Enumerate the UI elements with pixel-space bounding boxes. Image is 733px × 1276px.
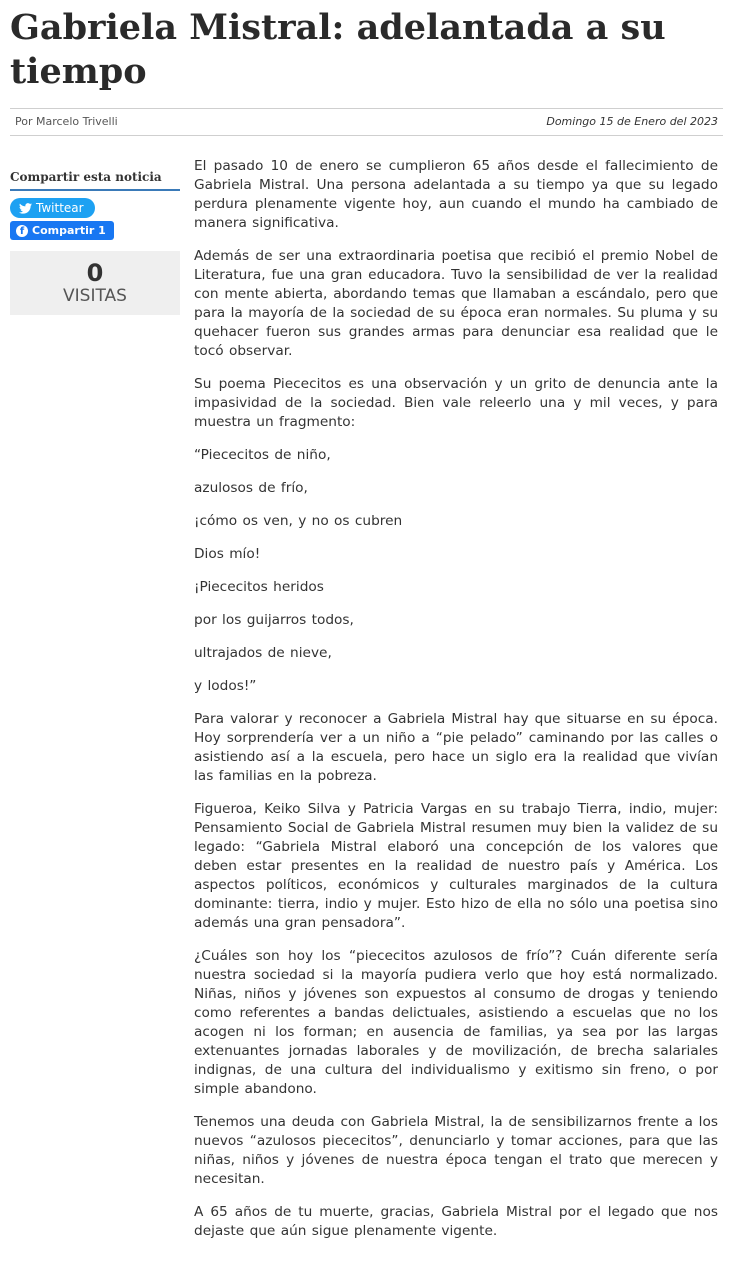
article-paragraph: Su poema Piececitos es una observación y un grito de denuncia ante la impasividad de la sociedad. Bien vale releerlo una y mil veces, y para muestra un fragmento:	[194, 376, 718, 430]
poem-line: azulosos de frío,	[194, 480, 308, 496]
poem-line: Dios mío!	[194, 546, 261, 562]
visits-label: VISITAS	[63, 286, 127, 306]
article-meta-bar	[10, 108, 723, 136]
poem-line: por los guijarros todos,	[194, 612, 354, 628]
poem-line: “Piececitos de niño,	[194, 447, 331, 463]
share-title: Compartir esta noticia	[10, 170, 180, 191]
facebook-share-button[interactable]	[10, 221, 114, 240]
article-author: Por Marcelo Trivelli	[15, 115, 118, 128]
article-paragraph: Figueroa, Keiko Silva y Patricia Vargas en su trabajo Tierra, indio, mujer: Pensamiento Social de Gabriela Mistral resumen muy bien la validez de su legado: “Gabriela Mistral elaboró una concepción de los valores que deben estar presentes en la realidad de nuestro país y América. Los aspectos políticos, económicos y culturales marginados de la cultura dominante: tierra, indio y mujer. Esto hizo de ella no sólo una poetisa sino además una gran pensadora”.	[194, 801, 718, 931]
article-paragraph: Tenemos una deuda con Gabriela Mistral, la de sensibilizarnos frente a los nuevos “azulosos piececitos”, denunciarlo y tomar acciones, para que las niñas, niños y jóvenes de nuestra época tengan el trato que merecen y necesitan.	[194, 1114, 718, 1187]
article-date: Domingo 15 de Enero del 2023	[546, 115, 718, 128]
poem-line: y lodos!”	[194, 678, 257, 694]
poem-line: ¡Piececitos heridos	[194, 579, 324, 595]
article-paragraph: El pasado 10 de enero se cumplieron 65 años desde el fallecimiento de Gabriela Mistral. Una persona adelantada a su tiempo ya que su legado perdura plenamente vigente hoy, aun cuando el mundo ha cambiado de manera significativa.	[194, 158, 718, 231]
article-body	[194, 157, 718, 1255]
article-paragraph: Además de ser una extraordinaria poetisa que recibió el premio Nobel de Literatura, fue una gran educadora. Tuvo la sensibilidad de ver la realidad con mente abierta, abordando temas que llamaban a escándalo, pero que para la mayoría de la sociedad de su época eran normales. Su pluma y su quehacer fueron sus grandes armas para denunciar esa realidad que le tocó observar.	[194, 248, 718, 359]
visits-counter	[10, 251, 180, 315]
twitter-share-label: Twittear	[36, 201, 84, 215]
twitter-share-button[interactable]	[10, 198, 95, 218]
twitter-bird-icon	[19, 203, 32, 214]
article-title: Gabriela Mistral: adelantada a su tiempo	[10, 7, 666, 92]
article-paragraph: ¿Cuáles son hoy los “piececitos azulosos de frío”? Cuán diferente sería nuestra sociedad si la mayoría pudiera verlo que hoy está normalizado. Niñas, niños y jóvenes son expuestos al consumo de drogas y teniendo como referentes a bandas delictuales, asistiendo a escuelas que no los acogen ni los forman; en ausencia de familias, ya sea por las largas extenuantes jornadas laborales y de movilización, de brecha salariales indignas, de una cultura del individualismo y exitismo sin freno, o por simple abandono.	[194, 948, 718, 1097]
article-paragraph: Para valorar y reconocer a Gabriela Mistral hay que situarse en su época. Hoy sorprendería ver a un niño a “pie pelado” caminando por las calles o asistiendo así a la escuela, pero hace un siglo era la realidad que vivían las familias en la pobreza.	[194, 711, 718, 784]
article-paragraph: A 65 años de tu muerte, gracias, Gabriela Mistral por el legado que nos dejaste que aún sigue plenamente vigente.	[194, 1204, 718, 1239]
poem-line: ¡cómo os ven, y no os cubren	[194, 513, 403, 529]
poem-line: ultrajados de nieve,	[194, 645, 332, 661]
share-sidebar	[10, 170, 180, 306]
facebook-f-icon: f	[16, 225, 28, 237]
facebook-share-label: Compartir 1	[32, 224, 106, 237]
visits-count: 0	[86, 259, 104, 287]
